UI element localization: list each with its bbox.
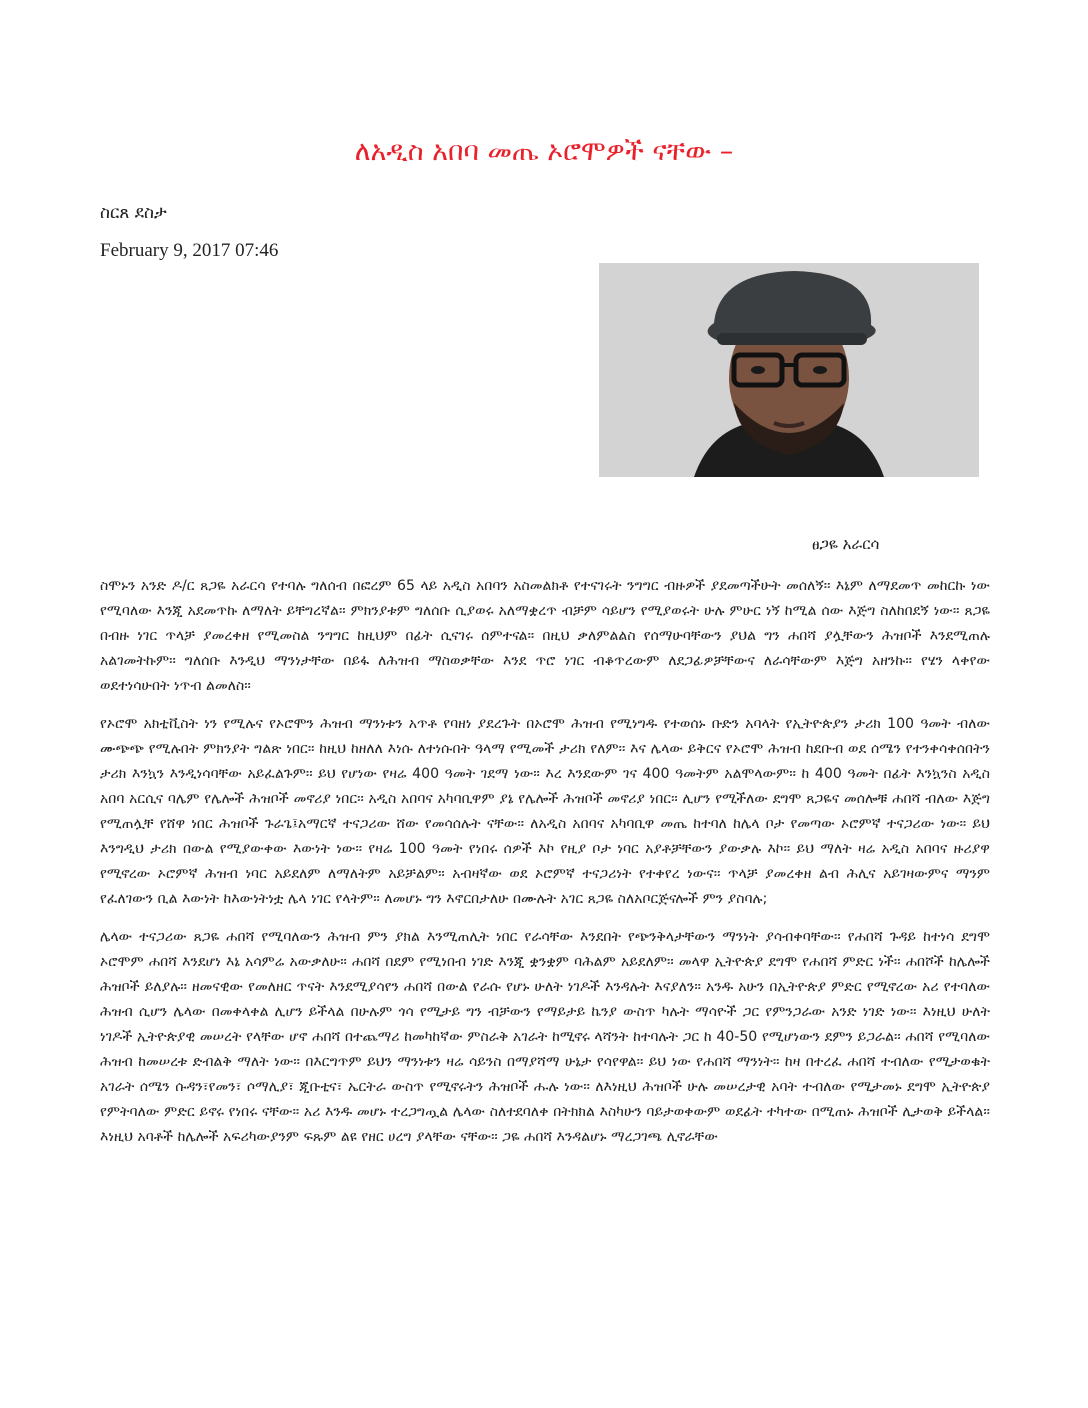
paragraph: ሌላው ተናጋሪው ጸጋዬ ሐበሻ የሚባለውን ሕዝብ ምን ያክል እንሚጠሊት ነበር የራሳቸው እንደበት የጭንቅላታቸውን ማንነት ያሳብቀባቸው፡፡ የሐበሻ ጉዳይ ከተነሳ ደግሞ ኦሮሞም ሐበሻ እንደሆነ እኔ አሳምሬ አውቃለሁ፡፡ ሐበሻ በደም የሚነበብ ነገድ እንጂ ቋንቋም ባሕልም አይደለም፡፡ መላዋ ኢትዮጵያ ደግሞ የሐበሻ ምድር ነች፡፡ ሐበሾች ከሌሎች ሕዝቦች ይለያሉ፡፡ ዘመናዊው የመለዘር ጥናት እንደሚያሳየን ሐበሻ በውል የራሱ የሆኑ ሁለት ነገዶች እንዳሉት እናያለን፡፡ አንዱ አሁን በኢትዮጵያ ምድር የሚኖረው አሪ የተባለው ሕዝብ ሲሆን ሌላው በመቀላቀል ሊሆን ይችላል በሁሉም ጎሳ የሚታይ ግን ብቻውን የማይታይ ኬንያ ውስጥ ካሉት ማሳዮች ጋር የምንጋራው አንድ ነገድ ነው፡፡ እነዚህ ሁለት ነገዶች ኢትዮጵያዊ መሠረት የላቸው ሆኖ ሐበሻ በተጨማሪ ከመካከኛው ምስራቅ አገራት ከሚኖሩ ላሻንት ከተባሉት ጋር ከ 40-50 የሚሆነውን ደምን ይጋራል፡፡ ሐበሻ የሚባለው ሕዝብ ከመሠረቱ ድብልቅ ማለት ነው፡፡ በእርግጥም ይህን ማንነቱን ዛሬ ሳይንስ በማያሻማ ሁኔታ የሳየዋል፡፡ ይህ ነው የሐበሻ ማንነት፡፡ ከዛ በተረፈ ሐበሻ ተብለው የሚታወቁት አገራት ሰሜን ሱዳን፣የመን፣ ሶማሊያ፣ ጂቡቲና፣ ኤርትራ ውስጥ የሚኖሩትን ሕዝቦች ሑሉ ነው፡፡ ለእነዚህ ሕዝቦች ሁሉ መሠረታዊ አባት ተብለው የሚታመኑ ደግሞ ኢትዮጵያ የምትባለው ምድር ይኖሩ የነበሩ ናቸው፡፡ አሪ እንዱ መሆኑ ተረጋግጧል ሌላው ስለተደባለቀ በትክክል እስካሁን ባይታወቀውም ወደፊት ተካተው በሚጠኑ ሕዝቦች ሊታወቅ ይችላል፡፡ እነዚህ አባቶች ከሌሎች አፍሪካውያንም ፍጹም ልዩ የዘር ሀረግ ያላቸው ናቸው፡፡ ጋዬ ሐበሻ እንዳልሆኑ ማረጋገጫ ሊኖራቸው [100,929,990,1145]
publish-date: February 9, 2017 07:46 [100,240,279,261]
author-photo [599,263,979,477]
paragraph: የኦሮሞ አክቲቪስት ነን የሚሉና የኦሮሞን ሕዝብ ማንነቱን አጥቶ የባዘነ ያደረጉት በኦሮሞ ሕዝብ የሚነግዱ የተወሰኑ ቡድን አባላት የኢትዮጵያን ታሪክ 100 ዓመት ብለው ሙጭጭ የሚሉበት ምክንያት ግልጽ ነበር፡፡ ከዚህ ከዘለለ እነሱ ለተነሱበት ዓላማ የሚመች ታሪክ የለም፡፡ እና ሌላው ይቅርና የኦሮሞ ሕዝብ ከደቡብ ወደ ሰሜን የተንቀሳቀሰበትን ታሪክ እንኳን እንዲነሳባቸው አይፈልጉም፡፡ ይህ የሆነው የዛሬ 400 ዓመት ገደማ ነው፡፡ እረ እንደውም ገና 400 ዓመትም አልሞላውም፡፡ ከ 400 ዓመት በፊት እንኳንስ አዲስ አበባ አርሲና ባሌም የሌሎች ሕዝቦች መኖሪያ ነበር፡፡ አዲስ አበባና አካባቢዋም ያኔ የሌሎች ሕዝቦች መኖሪያ ነበር፡፡ ሊሆን የሚችለው ደግሞ ጸጋዬና መሰሎቹ ሐበሻ ብለው እጅግ የሚጠሏቸ የሸዋ ነበር ሕዝቦች ጉራጌ፤አማርኛ ተናጋሪው ሸው የመሳሰሉት ናቸው፡፡ ለአዲስ አበባና አካባቢዋ መጤ ከተባለ ከሌላ ቦታ የመጣው ኦሮምኛ ተናጋሪው ነው፡፡ ይህ እንግዲህ ታሪክ በውል የሚያውቀው እውነት ነው፡፡ የዛሬ 100 ዓመት የነበሩ ሰዎች እኮ የዚያ ቦታ ነባር አያቶቻቸውን ያውቃሉ እኮ፡፡ ይህ ማለት ዛሬ አዲስ አበባና ዙሪያዋ የሚኖረው ኦሮምኛ ሕዝብ ነባር አይደለም ለማለትም አይቻልም፡፡ አብዛኛው ወደ ኦሮምኛ ተናጋሪነት የተቀየረ ነውና፡፡ ጥላቻ ያመረቀዘ ልብ ሕሊና አይገዛውምና ማንም የፈለገውን ቢል እውነት ከእውነትነቷ ሌላ ነገር የላትም፡፡ ለመሆኑ ግን እኖርበታለሁ በሙሉት አገር ጸጋዬ ስለአቦርጅናሎች ምን ያስባሉ; [100,716,990,907]
article-body [100,574,990,1163]
paragraph: ስሞኑን አንድ ዶ/ር ጸጋዬ አራርሳ የተባሉ ግለሰብ በፎረም 65 ላይ አዲስ አበባን አስመልክቶ የተናገሩት ንግግር ብዙዎች ያደመጣችሁት መሰለኝ፡፡ እኔም ለማደመጥ መከርኩ ነው የሚባለው እንጂ አደመጥኩ ለማለት ይቸግረኛል፡፡ ምክንያቱም ግለሰቡ ሲያወሩ አለማቋረጥ ብቻም ሳይሆን የሚያወሩት ሁሉ ምሁር ነኝ ከሚል ሰው እጅግ ስለከበደኝ ነው፡፡ ጸጋዬ በብዙ ነገር ጥላቻ ያመረቀዘ የሚመስል ንግግር ከዚህም በፊት ሲናገሩ ሰምተናል፡፡ በዚህ ቃለምልልስ የሰማሁባቸውን ያህል ግን ሐበሻ ያሏቸውን ሕዝቦች እንደሚጠሉ አልገመትኩም፡፡ ግለሰቡ እንዲህ ማንነታቸው በይፋ ለሕዝብ ማስወቃቸው እንደ ጥሮ ነገር ብቆጥረውም ለደጋፊዎቻቸውና ለራሳቸውም እጅግ አዘንኩ፡፡ የሄን ላቀየው ወደተነሳሁበት ነጥብ ልመለስ፡፡ [100,578,990,694]
portrait-image [599,263,979,477]
photo-caption: ፀጋዬ አራርሳ [812,535,880,553]
article-title: ለአዲስ አበባ መጤ ኦሮሞዎች ናቸው – [354,136,734,167]
author-name: ስርጸ ደስታ [100,203,167,223]
